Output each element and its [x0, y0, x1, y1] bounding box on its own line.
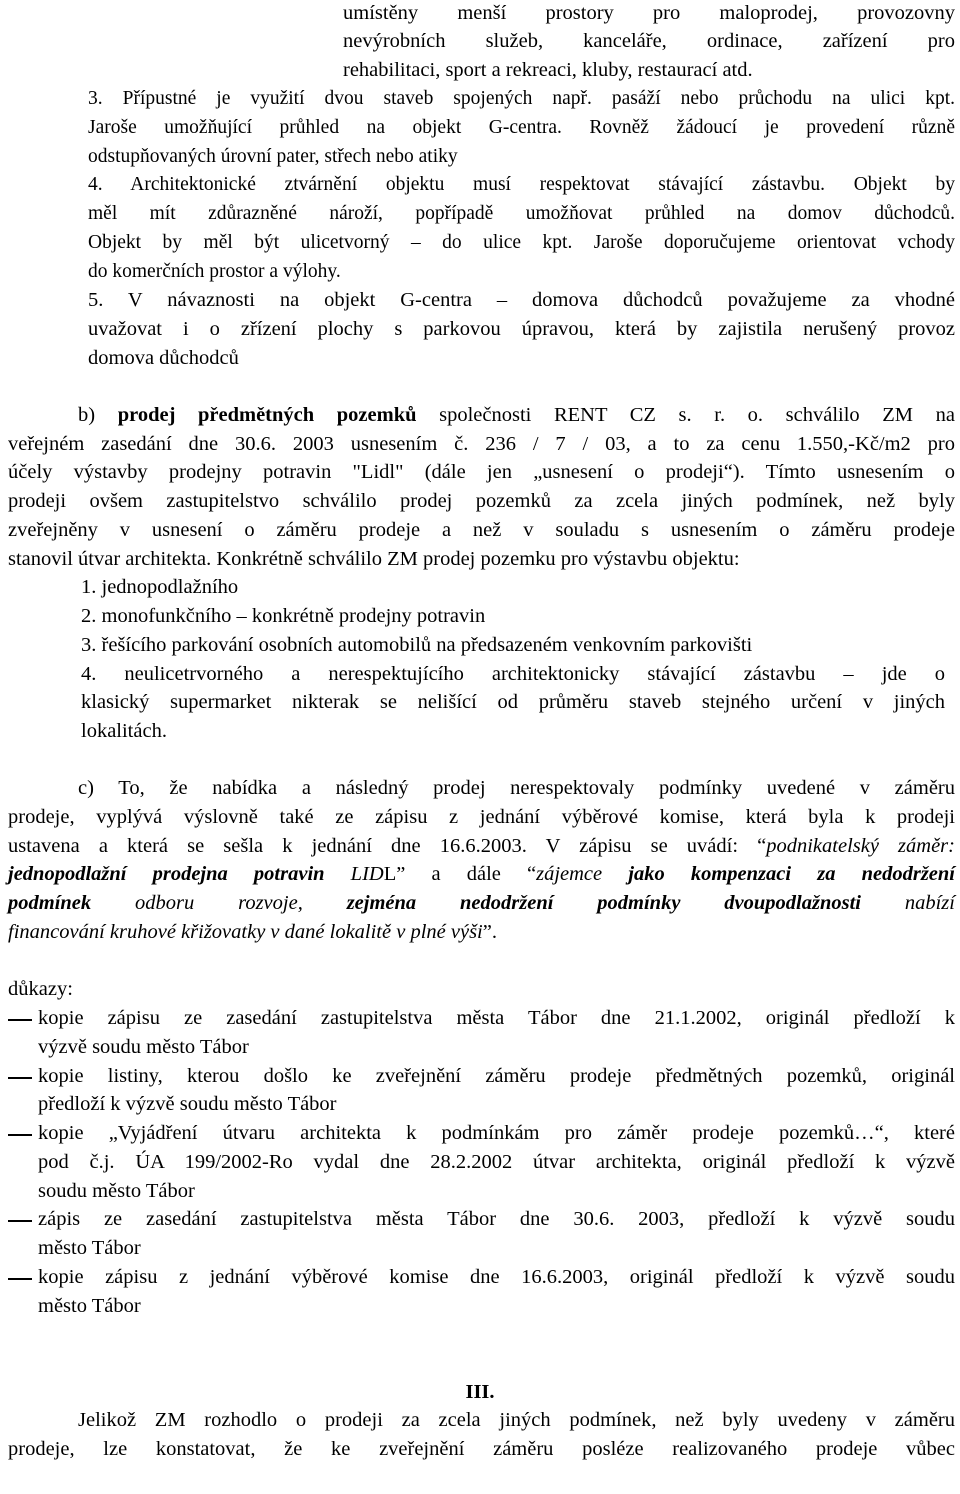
- text-line: [8, 864, 955, 885]
- item-letter: b): [78, 404, 118, 426]
- text-line: zveřejněny v usnesení o záměru prodeje a než v souladu s usnesením o záměru prodeje: [8, 519, 955, 541]
- italic-quote: LID: [324, 863, 384, 885]
- text-line: uvažovat i o zřízení plochy s parkovou úpravou, která by zajistila nerušený provoz: [88, 318, 955, 340]
- evidence-item: kopie „Vyjádření útvaru architekta k podmínkám pro záměr prodeje pozemků…“, které: [38, 1122, 955, 1144]
- list-item: 4. neulicetrvorného a nerespektujícího architektonicky stávající zástavbu – jde o: [81, 663, 945, 685]
- text-line: prodeji ovšem zastupitelstvo schválilo prodej pozemků za zcela jiných podmínek, než byly: [8, 490, 955, 512]
- italic-quote: zájemce: [536, 863, 603, 885]
- text-line: do komerčních prostor a výlohy.: [88, 261, 341, 282]
- text-line: stanovil útvar architekta. Konkrétně schválilo ZM prodej pozemku pro výstavbu objektu:: [8, 548, 740, 570]
- text-line: 4. Architektonické ztvárnění objektu musí respektovat stávající zástavbu. Objekt by: [88, 174, 955, 195]
- text-line: odstupňovaných úrovní pater, střech nebo atiky: [88, 146, 458, 167]
- dash-bullet-icon: [8, 1278, 32, 1280]
- text-span: ”.: [482, 921, 497, 943]
- dash-bullet-icon: [8, 1019, 32, 1021]
- text-line: rehabilitaci, sport a rekreaci, kluby, restaurací atd.: [343, 59, 753, 81]
- text-line: [8, 893, 955, 914]
- text-line: prodeje, lze konstatovat, že ke zveřejnění záměru posléze realizovaného prodeje vůbec: [8, 1438, 955, 1460]
- bold-italic-quote: podmínek: [8, 892, 92, 914]
- text-line: 5. V návaznosti na objekt G-centra – domova důchodců považujeme za vhodné: [88, 289, 955, 311]
- evidence-item-continuation: předloží k výzvě soudu město Tábor: [38, 1093, 337, 1115]
- text-span: L” a dále “: [383, 863, 537, 885]
- text-line: prodeje, vyplývá výslovně také ze zápisu z jednání výběrové komise, která byla k prodeji: [8, 806, 955, 828]
- text-span: ustavena a která se sešla k jednání dne 16.6.2003. V zápisu se uvádí: “: [8, 835, 767, 857]
- text-line: [8, 836, 955, 857]
- text-line: nevýrobních služeb, kanceláře, ordinace, zařízení pro: [343, 30, 955, 52]
- italic-quote: podnikatelský záměr:: [766, 835, 955, 857]
- evidence-item: kopie zápisu z jednání výběrové komise dne 16.6.2003, originál předloží k výzvě soudu: [38, 1266, 955, 1288]
- text-span: společnosti RENT CZ s. r. o. schválilo ZM na: [416, 404, 955, 426]
- evidence-item-continuation: pod č.j. ÚA 199/2002-Ro vydal dne 28.2.2002 útvar architekta, originál předloží k výzvě: [38, 1151, 955, 1173]
- list-item: 1. jednopodlažního: [81, 576, 239, 598]
- list-item: 2. monofunkčního – konkrétně prodejny potravin: [81, 605, 486, 627]
- text-line: domova důchodců: [88, 347, 239, 369]
- evidence-item-continuation: výzvě soudu město Tábor: [38, 1036, 249, 1058]
- section-b-first-line: [78, 405, 955, 426]
- italic-quote: nabízí: [861, 892, 955, 914]
- text-line: Jelikož ZM rozhodlo o prodeji za zcela jiných podmínek, než byly uvedeny v záměru: [78, 1409, 955, 1431]
- text-line: 3. Přípustné je využití dvou staveb spojených např. pasáží nebo průchodu na ulici kpt.: [88, 88, 955, 109]
- evidence-item: kopie listiny, kterou došlo ke zveřejnění záměru prodeje předmětných pozemků, originál: [38, 1065, 955, 1087]
- text-line: Jaroše umožňující průhled na objekt G-centra. Rovněž žádoucí je provedení různě: [88, 117, 955, 138]
- section-c-first-line: c) To, že nabídka a následný prodej nerespektovaly podmínky uvedené v záměru: [78, 777, 955, 799]
- dash-bullet-icon: [8, 1134, 32, 1136]
- evidence-label: důkazy:: [8, 978, 73, 1000]
- list-item: 3. řešícího parkování osobních automobilů na předsazeném venkovním parkovišti: [81, 634, 753, 656]
- evidence-item-continuation: město Tábor: [38, 1295, 141, 1317]
- text-line: veřejném zasedání dne 30.6. 2003 usnesením č. 236 / 7 / 03, a to za cenu 1.550,-Kč/m2 pro: [8, 433, 955, 455]
- bold-italic-quote: jednopodlažní prodejna potravin: [8, 863, 325, 885]
- dash-bullet-icon: [8, 1220, 32, 1222]
- list-item-continuation: lokalitách.: [81, 720, 167, 742]
- evidence-item-continuation: město Tábor: [38, 1237, 141, 1259]
- evidence-item-continuation: soudu město Tábor: [38, 1180, 195, 1202]
- text-line: měl mít zdůrazněné nároží, popřípadě umožňovat průhled na domov důchodců.: [88, 203, 955, 224]
- text-line: [8, 922, 955, 943]
- evidence-item: kopie zápisu ze zasedání zastupitelstva města Tábor dne 21.1.2002, originál předloží k: [38, 1007, 955, 1029]
- text-line: umístěny menší prostory pro maloprodej, provozovny: [343, 2, 955, 24]
- bold-phrase: prodej předmětných pozemků: [117, 404, 417, 426]
- dash-bullet-icon: [8, 1077, 32, 1079]
- italic-quote: financování kruhové křižovatky v dané lokalitě v plné výši: [8, 921, 483, 943]
- text-line: účely výstavby prodejny potravin "Lidl" (dále jen „usnesení o prodeji“). Tímto usnesením o: [8, 461, 955, 483]
- section-heading: III.: [465, 1381, 495, 1403]
- text-line: Objekt by měl být ulicetvorný – do ulice kpt. Jaroše doporučujeme orientovat vchody: [88, 232, 955, 253]
- italic-quote: odboru rozvoje,: [91, 892, 303, 914]
- bold-italic-quote: zejména nedodržení podmínky dvoupodlažnosti: [302, 892, 861, 914]
- list-item-continuation: klasický supermarket nikterak se nelišící od průměru staveb stejného určení v jiných: [81, 691, 945, 713]
- bold-italic-quote: jako kompenzaci za nedodržení: [602, 863, 955, 885]
- evidence-item: zápis ze zasedání zastupitelstva města Tábor dne 30.6. 2003, předloží k výzvě soudu: [38, 1208, 955, 1230]
